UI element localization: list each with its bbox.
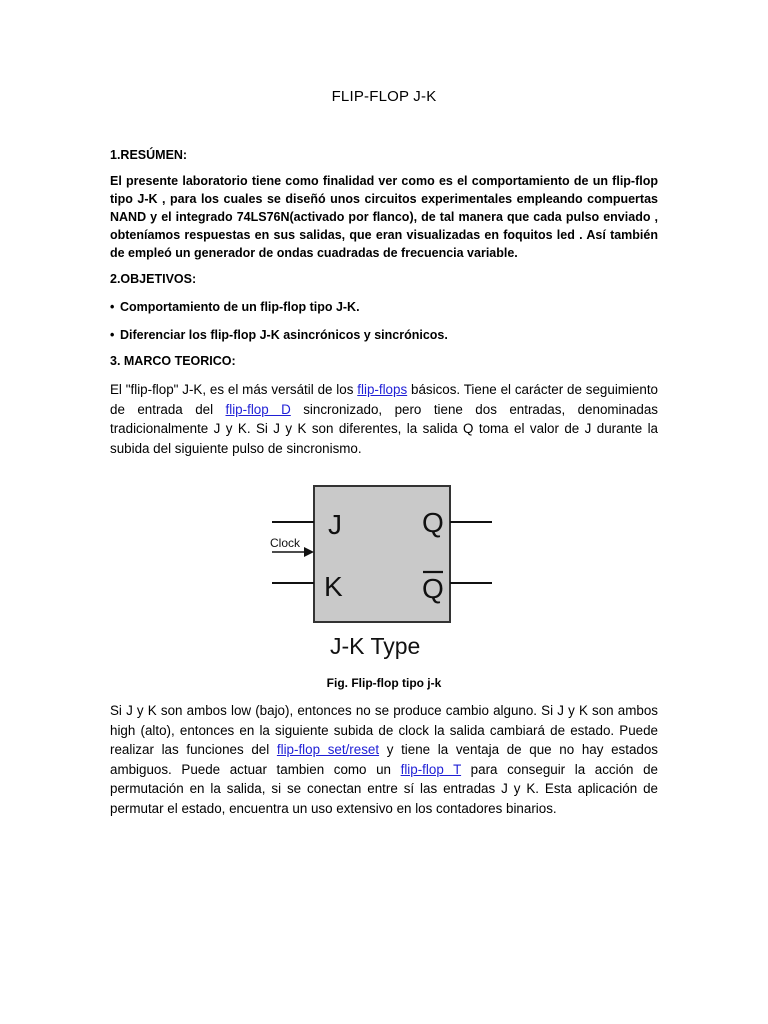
marco-paragraph-1: El "flip-flop" J-K, es el más versátil de los flip-flops básicos. Tiene el carácter de seguimiento de entrada del flip-flop D sincronizado, pero tiene dos entradas, denominadas tradicionalmente J y K. Si J y K son diferentes, la salida Q toma el valor de J durante la subida del siguiente pulso de sincronismo.	[110, 382, 659, 456]
objective-item: • Comportamiento de un flip-flop tipo J-K.	[110, 300, 360, 314]
link-flip-flop-d[interactable]: flip-flop D	[225, 401, 291, 417]
label-j: J	[328, 509, 342, 540]
page-title: FLIP-FLOP J-K	[331, 88, 437, 105]
figure-caption: Fig. Flip-flop tipo j-k	[326, 676, 442, 690]
label-k: K	[324, 571, 343, 602]
label-q: Q	[422, 507, 444, 538]
objective-item: • Diferenciar los flip-flop J-K asincrónicos y sincrónicos.	[110, 328, 448, 342]
bullet-icon: •	[110, 328, 115, 342]
link-flip-flop-t[interactable]: flip-flop T	[400, 761, 462, 777]
jk-type-label: J-K Type	[330, 633, 421, 659]
link-flip-flops[interactable]: flip-flops	[357, 382, 408, 397]
clock-label: Clock	[270, 536, 301, 550]
jk-flipflop-diagram	[268, 482, 494, 662]
label-qbar: Q	[422, 573, 444, 604]
marco-paragraph-2: Si J y K son ambos low (bajo), entonces no se produce cambio alguno. Si J y K son ambos high (alto), entonces en la siguiente subida de clock la salida cambiará de estado. Puede realizar las funciones del flip-flop set/reset y tiene la ventaja de que no hay estados ambiguos. Puede actuar tambien como un flip-flop T para conseguir la acción de permutación en la salida, si se conectan entre sí las entradas J y K. Esta aplicación de permutar el estado, encuentra un uso extensivo en los contadores binarios.	[110, 703, 658, 816]
bullet-icon: •	[110, 300, 115, 314]
resumen-paragraph: El presente laboratorio tiene como finalidad ver como es el comportamiento de un flip-flop tipo J-K , para los cuales se diseñó unos circuitos experimentales empleando compuertas NAND y el integrado 74LS76N(activado por flanco), de tal manera que cada pulso enviado , obteníamos respuestas en sus salidas, que eran visualizadas en foquitos led . Así también de empleó un generador de ondas cuadradas de frecuencia variable.	[110, 174, 658, 260]
section-heading-resumen: 1.RESÚMEN:	[110, 148, 188, 162]
section-heading-marco: 3. MARCO TEORICO:	[110, 354, 236, 368]
clock-arrow-icon	[304, 547, 314, 557]
section-heading-objetivos: 2.OBJETIVOS:	[110, 272, 197, 286]
link-flip-flop-set-reset[interactable]: flip-flop set/reset	[276, 742, 380, 758]
